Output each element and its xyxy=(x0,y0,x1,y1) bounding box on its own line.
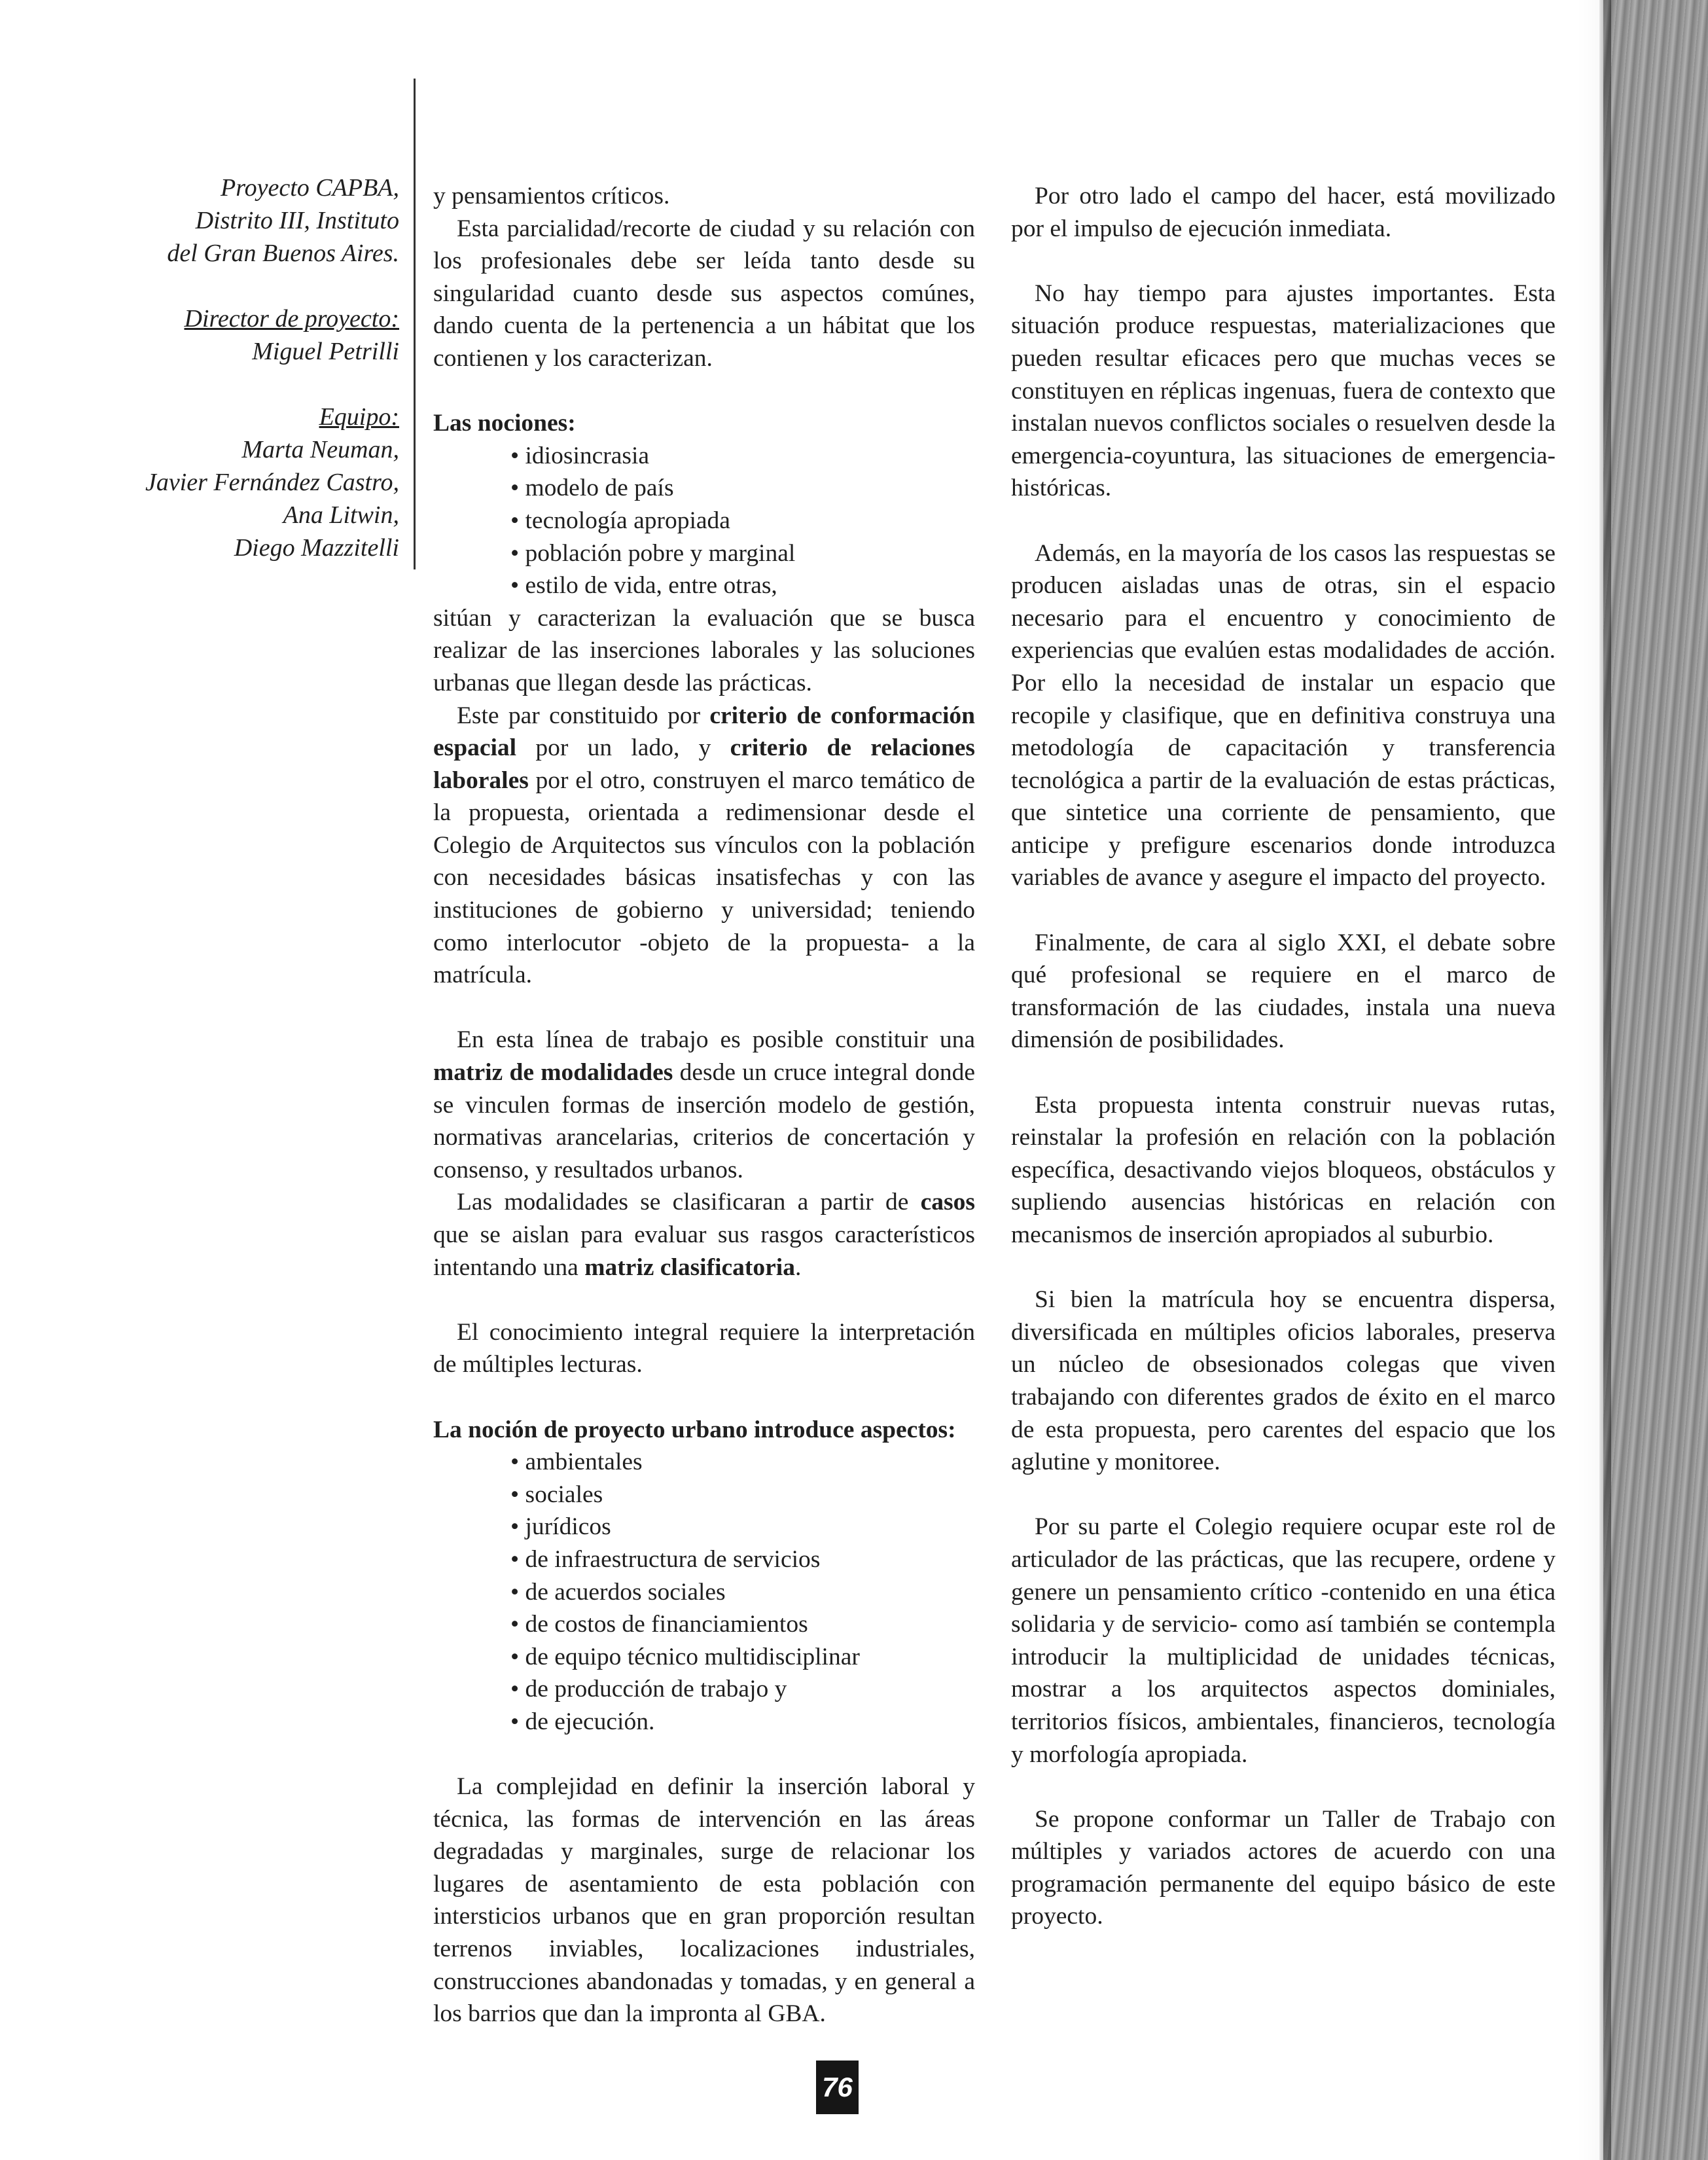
paragraph: Esta propuesta intenta construir nuevas rutas, reinstalar la profesión en relación con la población específica, desactivando viejos bloqueos, obstáculos y supliendo ausencias históricas en relación con mecanismos de inserción apropiados al suburbio. xyxy=(1011,1091,1556,1248)
paragraph: El conocimiento integral requiere la interpretación de múltiples lecturas. xyxy=(433,1318,975,1378)
paragraph: y pensamientos críticos. xyxy=(433,183,670,209)
list-item: • de ejecución. xyxy=(510,1706,975,1738)
list-item: • ambientales xyxy=(510,1446,975,1479)
paragraph: Por otro lado el campo del hacer, está movilizado por el impulso de ejecución inmediata. xyxy=(1011,183,1556,242)
paragraph: Por su parte el Colegio requiere ocupar este rol de articulador de las prácticas, que las recupere, ordene y genere un pensamiento crítico -contenido en una ética solidaria y de servicio- como así también se contempla introducir la multiplicidad de unidades técnicas, mostrar a los arquitectos aspectos dominiales, territorios físicos, ambientales, financieros, tecnología y morfología apropiada. xyxy=(1011,1513,1556,1768)
list-item: • estilo de vida, entre otras, xyxy=(510,569,975,602)
list-item: • de infraestructura de servicios xyxy=(510,1543,975,1576)
paragraph: La complejidad en definir la inserción laboral y técnica, las formas de intervención en las áreas degradadas y marginales, surge de relacionar los lugares de asentamiento de esta población con intersticios urbanos que en gran proporción resultan terrenos inviables, localizaciones industriales, construcciones abandonadas y tomadas, y en general a los barrios que dan la impronta al GBA. xyxy=(433,1773,975,2028)
list-item: • de equipo técnico multidisciplinar xyxy=(510,1641,975,1674)
team-member: Diego Mazzitelli xyxy=(234,534,399,562)
list-item: • población pobre y marginal xyxy=(510,537,975,570)
paragraph: Este par constituido por criterio de conformación espacial por un lado, y criterio de relaciones laborales por el otro, construyen el marco temático de la propuesta, orientada a redimensionar desde el Colegio de Arquitectos sus vínculos con la población con necesidades básicas insatisfechas y con las instituciones de gobierno y universidad; teniendo como interlocutor -objeto de la propuesta- a la matrícula. xyxy=(433,702,975,989)
adjacent-page-edge xyxy=(1603,0,1708,2160)
middle-column xyxy=(433,180,975,2030)
list-item: • idiosincrasia xyxy=(510,440,975,473)
column-divider xyxy=(414,79,416,569)
paragraph: En esta línea de trabajo es posible constituir una matriz de modalidades desde un cruce integral donde se vinculen formas de inserción modelo de gestión, normativas arancelarias, criterios de concertación y consenso, y resultados urbanos. xyxy=(433,1026,975,1183)
credits-sidebar xyxy=(98,171,399,564)
director-heading: Director de proyecto: xyxy=(184,305,399,333)
aspectos-list xyxy=(433,1446,975,1738)
paragraph: No hay tiempo para ajustes importantes. Esta situación produce respuestas, materializaciones que pueden resultar eficaces pero que muchas veces se constituyen en réplicas ingenuas, fuera de contexto que instalan nuevos conflictos sociales o resuelven desde la emergencia-coyuntura, las situaciones de emergencia-históricas. xyxy=(1011,279,1556,502)
paragraph: Las modalidades se clasificaran a partir de casos que se aislan para evaluar sus rasgos característicos intentando una matriz clasificatoria. xyxy=(433,1189,975,1281)
list-item: • tecnología apropiada xyxy=(510,505,975,537)
list-item: • sociales xyxy=(510,1479,975,1511)
team-member: Marta Neuman, xyxy=(241,436,399,463)
list-item: • jurídicos xyxy=(510,1511,975,1543)
project-line: del Gran Buenos Aires. xyxy=(167,240,399,267)
paragraph: Además, en la mayoría de los casos las respuestas se producen aisladas unas de otras, sin el espacio necesario para el encuentro y conocimiento de experiencias que evalúen estas modalidades de acción. Por ello la necesidad de instalar un espacio que recopile y clasifique, que en definitiva construya una metodología de capacitación y transferencia tecnológica a partir de la evaluación de estas prácticas, que sintetice una corriente de pensamiento, que anticipe y prefigure escenarios donde introduzca variables de avance y asegure el impacto del proyecto. xyxy=(1011,539,1556,891)
paragraph: Finalmente, de cara al siglo XXI, el debate sobre qué profesional se requiere en el marco de transformación de las ciudades, instala una nueva dimensión de posibilidades. xyxy=(1011,929,1556,1054)
project-line: Distrito III, Instituto xyxy=(195,207,399,234)
nociones-heading: Las nociones: xyxy=(433,410,576,437)
team-member: Javier Fernández Castro, xyxy=(145,469,399,496)
binding-shadow xyxy=(1599,0,1611,2160)
list-item: • modelo de país xyxy=(510,472,975,505)
paragraph: sitúan y caracterizan la evaluación que se busca realizar de las inserciones laborales y las soluciones urbanas que llegan desde las prácticas. xyxy=(433,604,975,696)
team-member: Ana Litwin, xyxy=(283,501,399,529)
right-column xyxy=(1011,180,1556,1933)
paragraph: Si bien la matrícula hoy se encuentra dispersa, diversificada en múltiples oficios laborales, preserva un núcleo de obsesionados colegas que viven trabajando con diferentes grados de éxito en el marco de esta propuesta, pero carentes del espacio que los aglutine y monitoree. xyxy=(1011,1286,1556,1476)
project-line: Proyecto CAPBA, xyxy=(221,174,399,202)
paragraph: Esta parcialidad/recorte de ciudad y su relación con los profesionales debe ser leída tanto desde su singularidad cuanto desde sus aspectos comúnes, dando cuenta de la pertenencia a un hábitat que los contienen y los caracterizan. xyxy=(433,215,975,372)
aspectos-heading: La noción de proyecto urbano introduce aspectos: xyxy=(433,1416,956,1443)
team-heading: Equipo: xyxy=(319,403,399,431)
nociones-list xyxy=(433,440,975,602)
list-item: • de producción de trabajo y xyxy=(510,1673,975,1706)
list-item: • de costos de financiamientos xyxy=(510,1608,975,1641)
list-item: • de acuerdos sociales xyxy=(510,1576,975,1609)
paragraph: Se propone conformar un Taller de Trabajo con múltiples y variados actores de acuerdo con una programación permanente del equipo básico de este proyecto. xyxy=(1011,1805,1556,1930)
page-number: 76 xyxy=(816,2061,859,2114)
director-name: Miguel Petrilli xyxy=(252,338,399,365)
